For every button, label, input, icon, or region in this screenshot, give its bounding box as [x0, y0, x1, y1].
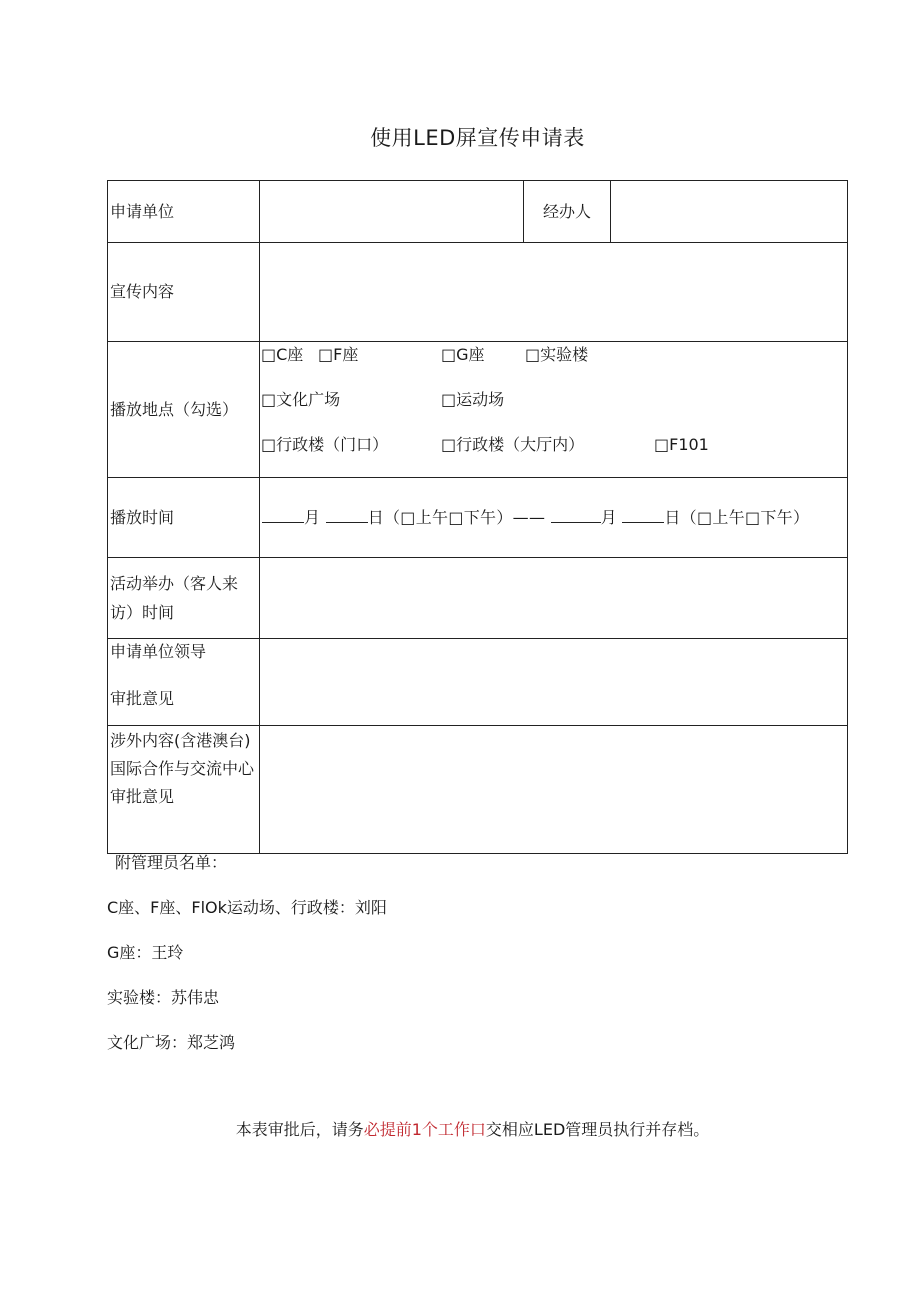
checkbox-f-building[interactable]: □F座	[318, 345, 359, 364]
checkbox-lab-building[interactable]: □实验楼	[525, 345, 589, 364]
admin-list-line-4: 文化广场：郑芝鸿	[107, 1033, 236, 1052]
checkbox-admin-gate[interactable]: □行政楼（门口）	[261, 435, 389, 454]
leader-approval-label-line-1: 申请单位领导	[110, 642, 207, 661]
start-day-blank[interactable]	[326, 508, 368, 523]
admin-list-line-1: C座、F座、FlOk运动场、行政楼：刘阳	[107, 898, 387, 917]
event-time-row	[108, 558, 848, 639]
applicant-unit-label: 申请单位	[108, 181, 260, 243]
leader-approval-label	[108, 639, 260, 726]
applicant-unit-field[interactable]	[260, 181, 524, 243]
time-row	[108, 478, 848, 558]
submission-notice	[0, 1117, 920, 1140]
end-day-blank[interactable]	[622, 508, 664, 523]
notice-text-after: 交相应LED管理员执行并存档。	[485, 1120, 710, 1139]
application-form-table	[107, 180, 848, 854]
checkbox-f101[interactable]: □F101	[654, 435, 709, 454]
admin-list-line-2: G座：王玲	[107, 943, 184, 962]
start-day-ampm: 日（□上午□下午）	[367, 507, 513, 527]
checkbox-c-building[interactable]: □C座	[261, 345, 304, 364]
location-options	[260, 342, 848, 478]
location-options-line-3	[260, 432, 847, 477]
notice-text-before: 本表审批后，请务	[235, 1120, 364, 1139]
end-month-unit: 月	[600, 507, 617, 527]
event-time-label: 活动举办（客人来访）时间	[108, 558, 260, 639]
leader-approval-row	[108, 639, 848, 726]
leader-approval-label-line-2: 审批意见	[110, 689, 175, 708]
applicant-row	[108, 181, 848, 243]
handler-field[interactable]	[611, 181, 848, 243]
location-options-line-1	[260, 342, 847, 387]
leader-approval-field[interactable]	[260, 639, 848, 726]
start-month-blank[interactable]	[262, 508, 304, 523]
foreign-approval-field[interactable]	[260, 726, 848, 854]
event-time-field[interactable]	[260, 558, 848, 639]
content-row	[108, 243, 848, 342]
form-title: 使用LED屏宣传申请表	[370, 126, 585, 150]
time-range	[260, 478, 848, 558]
location-options-line-2	[260, 387, 847, 432]
location-row	[108, 342, 848, 478]
time-label: 播放时间	[108, 478, 260, 558]
content-label: 宣传内容	[108, 243, 260, 342]
foreign-approval-row	[108, 726, 848, 854]
notice-text-highlight: 必提前1个工作口	[363, 1120, 486, 1139]
location-label: 播放地点（勾选）	[108, 342, 260, 478]
end-month-blank[interactable]	[551, 508, 601, 523]
checkbox-culture-square[interactable]: □文化广场	[261, 390, 341, 409]
handler-label: 经办人	[524, 181, 611, 243]
admin-list-line-3: 实验楼：苏伟忠	[107, 988, 220, 1007]
checkbox-sports-field[interactable]: □运动场	[441, 390, 505, 409]
checkbox-g-building[interactable]: □G座	[441, 345, 485, 364]
time-dash: ——	[512, 507, 546, 527]
admin-list-heading: 附管理员名单：	[115, 853, 228, 872]
foreign-approval-label: 涉外内容(含港澳台)国际合作与交流中心审批意见	[108, 726, 260, 854]
checkbox-admin-hall[interactable]: □行政楼（大厅内）	[441, 435, 585, 454]
end-day-ampm: 日（□上午□下午）	[664, 507, 810, 527]
start-month-unit: 月	[304, 507, 321, 527]
content-field[interactable]	[260, 243, 848, 342]
